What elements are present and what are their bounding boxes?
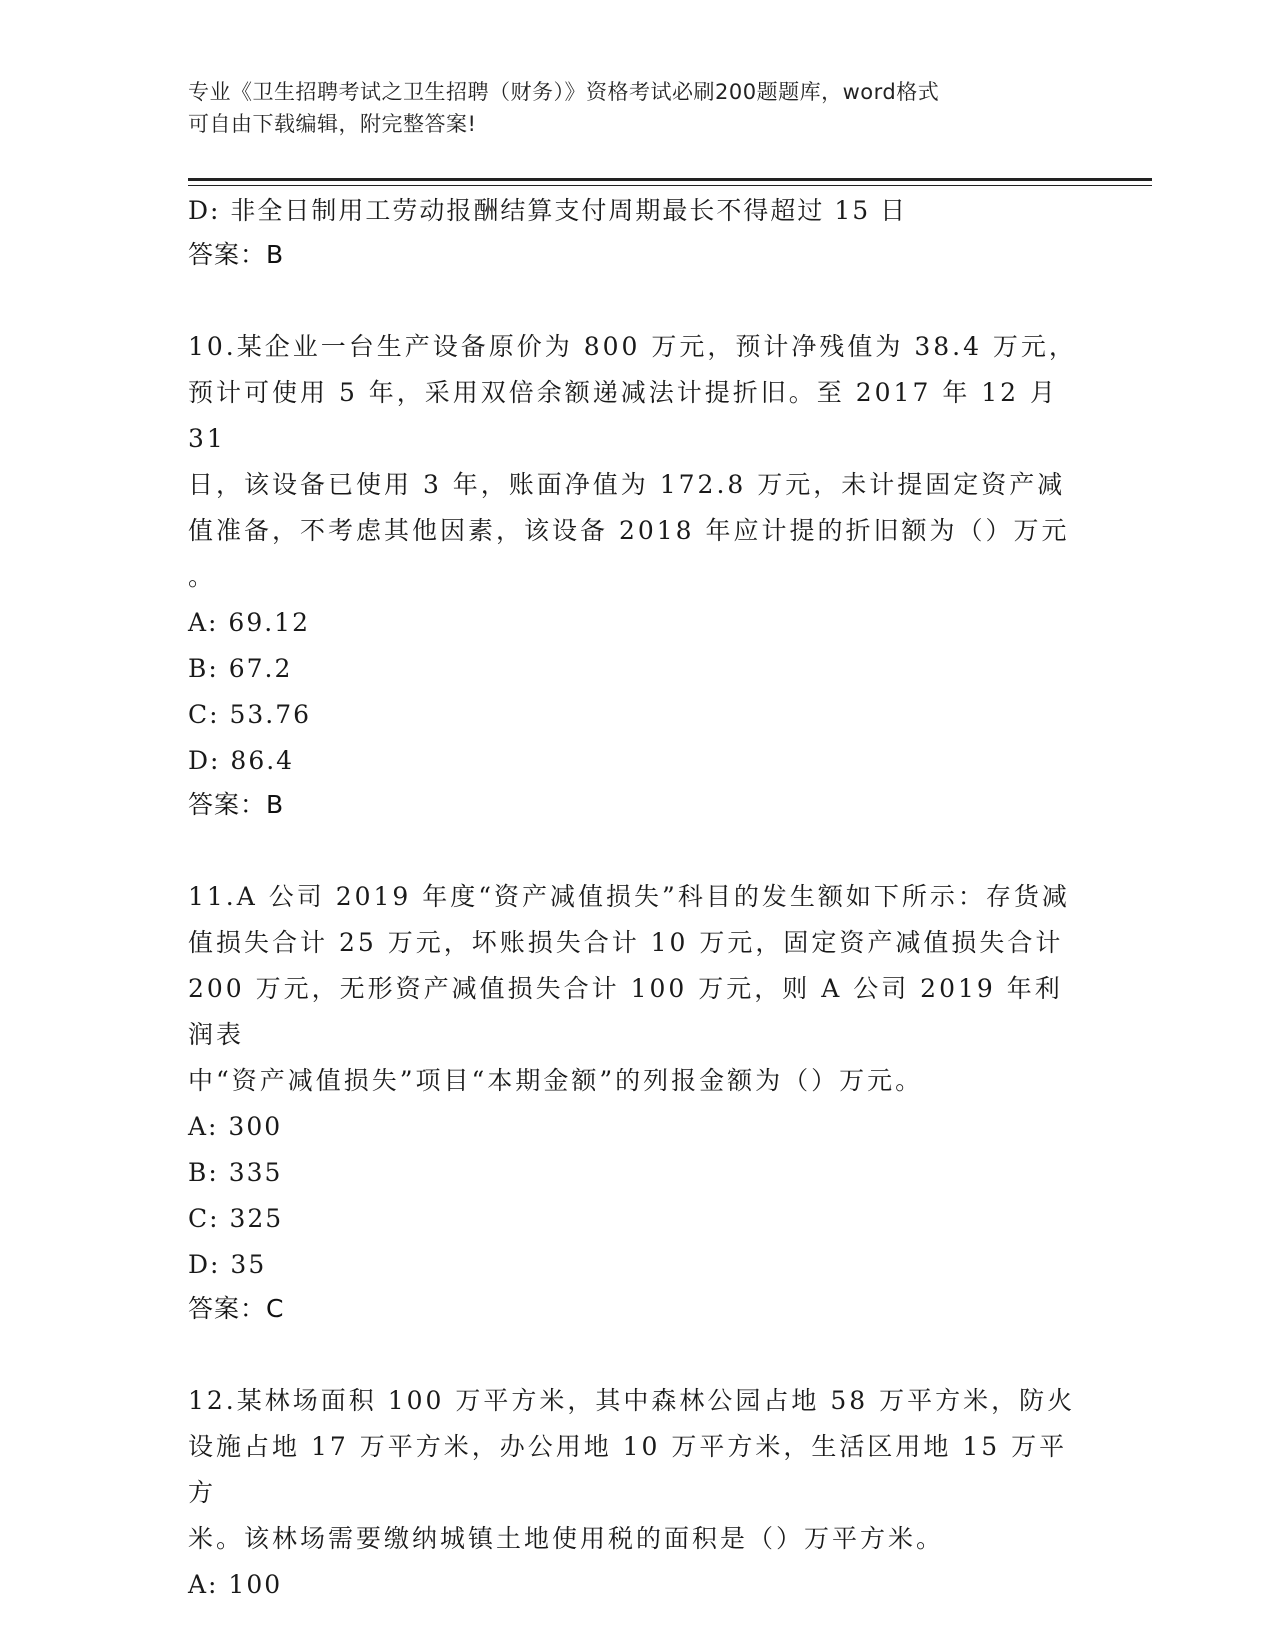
question-11-text-line: 200 万元，无形资产减值损失合计 100 万元，则 A 公司 2019 年利润表	[188, 974, 1063, 1049]
header-line-2: 可自由下载编辑，附完整答案!	[188, 112, 477, 136]
header-line-1: 专业《卫生招聘考试之卫生招聘（财务）》资格考试必刷200题题库，word格式	[188, 80, 940, 104]
question-10-option-b: B: 67.2	[188, 654, 293, 683]
question-11-option-d: D: 35	[188, 1250, 267, 1279]
question-12-option-a: A: 100	[188, 1570, 283, 1599]
question-10-option-d: D: 86.4	[188, 746, 295, 775]
question-12-text-line: 米。该林场需要缴纳城镇土地使用税的面积是（）万平方米。	[188, 1524, 945, 1553]
question-12-text-line: 12.某林场面积 100 万平方米，其中森林公园占地 58 万平方米，防火	[188, 1386, 1076, 1415]
question-11	[188, 874, 1088, 1330]
question-12-text-line: 设施占地 17 万平方米，办公用地 10 万平方米，生活区用地 15 万平方	[188, 1432, 1068, 1507]
question-11-option-a: A: 300	[188, 1112, 283, 1141]
question-11-option-b: B: 335	[188, 1158, 283, 1187]
question-9-option-d: D: 非全日制用工劳动报酬结算支付周期最长不得超过 15 日	[188, 196, 908, 225]
header-divider-thin	[188, 185, 1152, 186]
question-10-text-line: 值准备，不考虑其他因素，该设备 2018 年应计提的折旧额为（）万元	[188, 516, 1070, 545]
question-11-text-line: 11.A 公司 2019 年度“资产减值损失”科目的发生额如下所示：存货减	[188, 882, 1070, 911]
question-10-text-line: 。	[188, 562, 217, 591]
question-10	[188, 324, 1088, 826]
question-11-option-c: C: 325	[188, 1204, 284, 1233]
question-10-text-line: 预计可使用 5 年，采用双倍余额递减法计提折旧。至 2017 年 12 月 31	[188, 378, 1069, 453]
question-10-text-line: 日，该设备已使用 3 年，账面净值为 172.8 万元，未计提固定资产减	[188, 470, 1066, 499]
document-body	[188, 188, 1088, 1608]
question-10-option-c: C: 53.76	[188, 700, 312, 729]
question-10-answer: 答案：B	[188, 790, 285, 819]
header-divider-thick	[188, 178, 1152, 181]
document-header	[188, 76, 1088, 140]
question-10-text-line: 10.某企业一台生产设备原价为 800 万元，预计净残值为 38.4 万元，	[188, 332, 1077, 361]
question-9-answer: 答案：B	[188, 240, 285, 269]
question-9	[188, 188, 1088, 276]
question-12	[188, 1378, 1088, 1608]
question-10-option-a: A: 69.12	[188, 608, 310, 637]
question-11-answer: 答案：C	[188, 1294, 285, 1323]
question-11-text-line: 中“资产减值损失”项目“本期金额”的列报金额为（）万元。	[188, 1066, 924, 1095]
question-11-text-line: 值损失合计 25 万元，坏账损失合计 10 万元，固定资产减值损失合计	[188, 928, 1064, 957]
